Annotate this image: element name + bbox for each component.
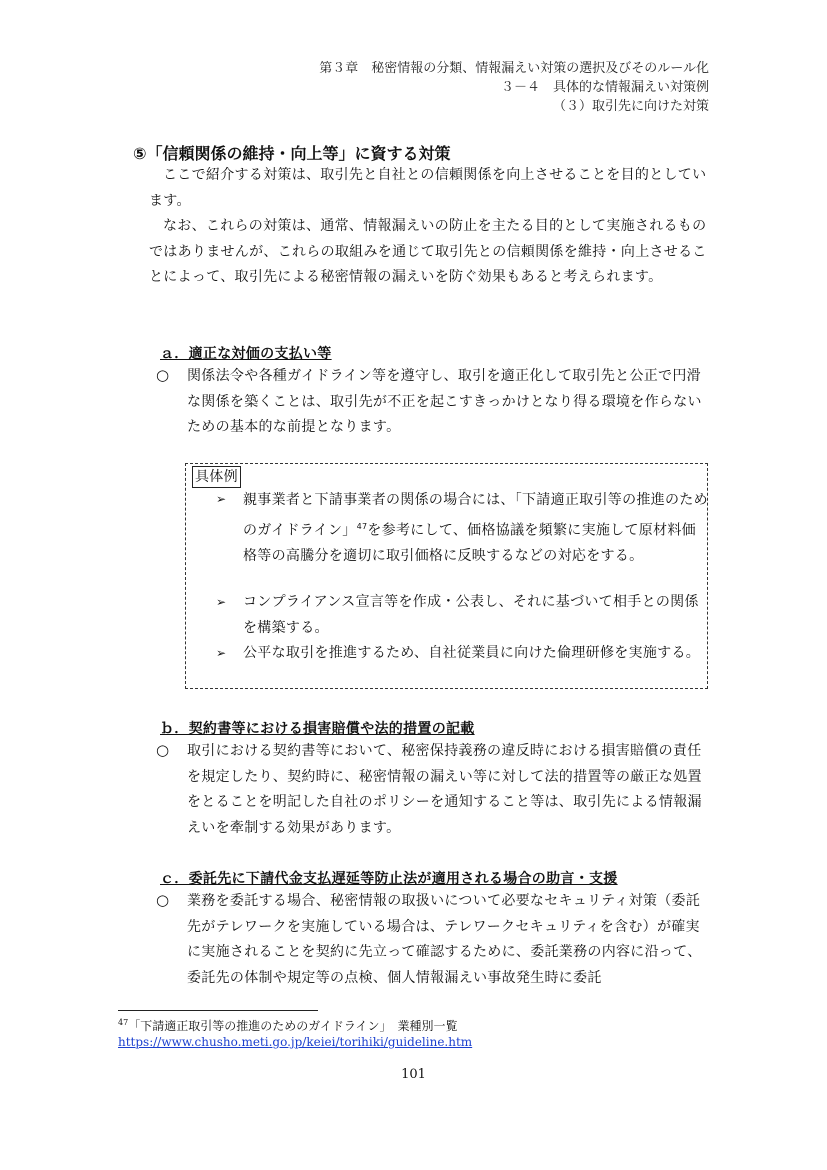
intro-paragraph-2: なお、これらの対策は、通常、情報漏えいの防止を主たる目的として実施されるものではありませんが、これらの取組みを通じて取引先との信頼関係を維持・向上させることによって、取引先による秘密情報の漏えいを防ぐ効果もあると考えられます。 — [149, 218, 707, 286]
example-item-1 — [243, 488, 708, 569]
bullet-circle-icon: ○ — [156, 366, 170, 384]
footnote-url[interactable] — [118, 1035, 472, 1049]
footnote-text: 「下請適正取引等の推進のためのガイドライン」 業種別一覧 — [128, 1019, 458, 1033]
section-header: ３－４ 具体的な情報漏えい対策例 — [500, 80, 709, 95]
subsection-header: （３）取引先に向けた対策 — [552, 99, 709, 114]
guideline-link[interactable]: https://www.chusho.meti.go.jp/keiei/torihiki/guideline.htm — [118, 1035, 473, 1049]
subheading-c: ｃ．委託先に下請代金支払遅延等防止法が適用される場合の助言・支援 — [160, 871, 618, 887]
paragraph-a: 関係法令や各種ガイドライン等を遵守し、取引を適正化して取引先と公正で円滑な関係を築くことは、取引先が不正を起こすきっかけとなり得る環境を作らないための基本的な前提となります。 — [187, 368, 702, 436]
subheading-a: ａ．適正な対価の支払い等 — [160, 346, 332, 362]
bullet-circle-icon: ○ — [156, 741, 170, 759]
example-item-3: 公平な取引を推進するため、自社従業員に向けた倫理研修を実施する。 — [243, 645, 701, 661]
example-box-label: 具体例 — [192, 466, 241, 488]
arrow-bullet-icon: ➢ — [216, 595, 227, 609]
bullet-circle-icon: ○ — [156, 891, 170, 909]
page-number: 101 — [401, 1067, 426, 1082]
subheading-b: ｂ．契約書等における損害賠償や法的措置の記載 — [160, 721, 475, 737]
example-item-1-text-b: を参考にして、価格協議を頻繁に実施して原材料価格等の高騰分を適切に取引価格に反映するなどの対応をする。 — [243, 522, 696, 564]
paragraph-c: 業務を委託する場合、秘密情報の取扱いについて必要なセキュリティ対策（委託先がテレワークを実施している場合は、テレワークセキュリティを含む）が確実に実施されることを契約に先立って確認するために、委託業務の内容に沿って、委託先の体制や規定等の点検、個人情報漏えい事故発生時に委託 — [187, 893, 702, 986]
chapter-header: 第３章 秘密情報の分類、情報漏えい対策の選択及びそのルール化 — [319, 61, 709, 76]
footnote-divider — [118, 1010, 318, 1011]
example-item-1-text-a: 親事業者と下請事業者の関係の場合には、「下請適正取引等の推進のためのガイドライン」 — [243, 492, 708, 539]
arrow-bullet-icon: ➢ — [216, 646, 227, 660]
footnote-number: 47 — [118, 1018, 129, 1027]
footnote-ref: 47 — [356, 521, 368, 531]
section-title: ⑤「信頼関係の維持・向上等」に資する対策 — [133, 144, 451, 163]
arrow-bullet-icon: ➢ — [216, 492, 227, 506]
footnote — [118, 1017, 457, 1034]
paragraph-b: 取引における契約書等において、秘密保持義務の違反時における損害賠償の責任を規定したり、契約時に、秘密情報の漏えい等に対して法的措置等の厳正な処置をとることを明記した自社のポリシーを通知すること等は、取引先による情報漏えいを牽制する効果があります。 — [187, 743, 702, 836]
intro-paragraph-1: ここで紹介する対策は、取引先と自社との信頼関係を向上させることを目的としています。 — [149, 167, 707, 209]
example-item-2: コンプライアンス宣言等を作成・公表し、それに基づいて相手との関係を構築する。 — [243, 594, 699, 636]
